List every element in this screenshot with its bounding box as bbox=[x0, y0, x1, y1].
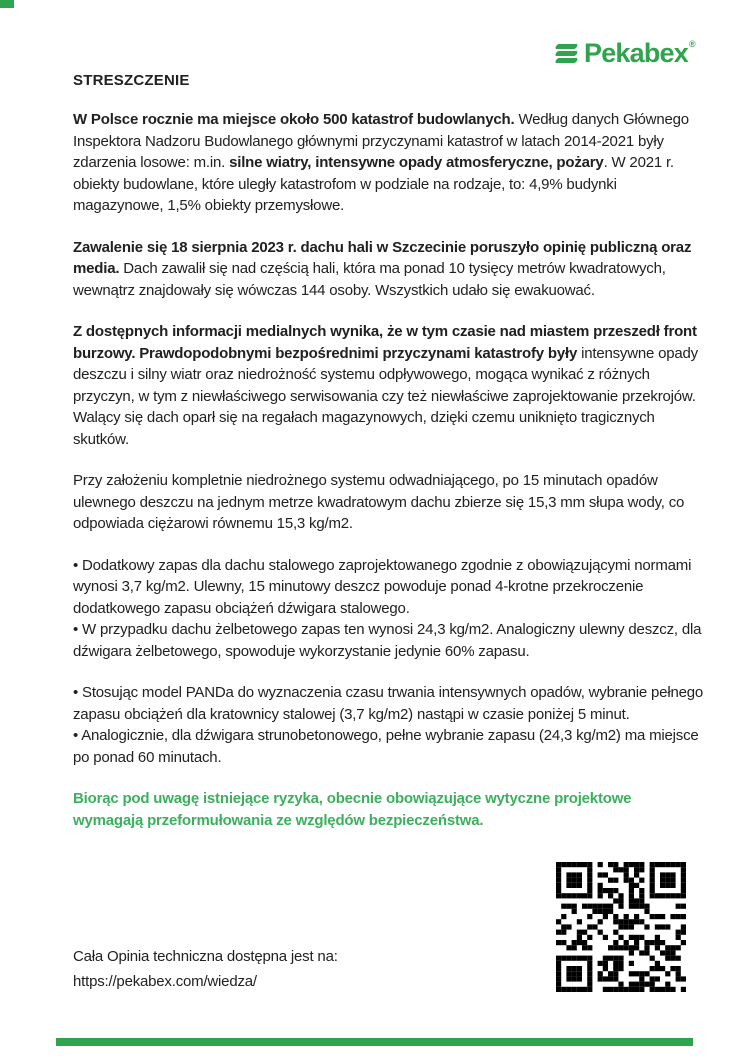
bullet-item: • W przypadku dachu żelbetowego zapas ten wynosi 24,3 kg/m2. Analogiczny ulewny deszcz, dla dźwigara żelbetowego, spowoduje wykorzystanie jedynie 60% zapasu. bbox=[73, 621, 702, 660]
paragraph bbox=[73, 237, 705, 302]
paragraph bbox=[73, 470, 705, 535]
paragraph bbox=[73, 321, 705, 450]
bullet-item: • Stosując model PANDa do wyznaczenia czasu trwania intensywnych opadów, wybranie pełnego zapasu obciążeń dla kratownicy stalowej (3,7 kg/m2) nastąpi w czasie poniżej 5 minut. bbox=[73, 684, 704, 723]
pekabex-logo bbox=[556, 40, 696, 67]
text-segment: Biorąc pod uwagę istniejące ryzyka, obecnie obowiązujące wytyczne projektowe wymagają przeformułowania ze względów bezpieczeństwa. bbox=[73, 790, 632, 829]
text-segment: Z dostępnych informacji medialnych wynika, że w tym czasie nad miastem przeszedł front burzowy. Prawdopodobnymi bezpośrednimi przyczynami katastrofy były bbox=[73, 323, 697, 362]
text-segment: W Polsce rocznie ma miejsce około 500 katastrof budowlanych. bbox=[73, 111, 515, 128]
text-segment: silne wiatry, intensywne opady atmosferyczne, pożary bbox=[229, 154, 604, 171]
paragraph bbox=[73, 788, 705, 831]
text-segment: Dach zawalił się nad częścią hali, która ma ponad 10 tysięcy metrów kwadratowych, wewnątrz znajdowały się wówczas 144 osoby. Wszystkich udało się ewakuować. bbox=[73, 260, 666, 299]
footer-availability-text: Cała Opinia techniczna dostępna jest na: bbox=[73, 948, 338, 965]
text-segment: Przy założeniu kompletnie niedrożnego systemu odwadniającego, po 15 minutach opadów ulewnego deszczu na jednym metrze kwadratowym dachu zbierze się 15,3 mm słupa wody, co odpowiada ciężarowi równemu 15,3 kg/m2. bbox=[73, 472, 685, 532]
bottom-accent-bar bbox=[56, 1038, 693, 1046]
text-segment: intensywne opady deszczu i silny wiatr oraz niedrożność systemu odpływowego, mogąca wynikać z różnych przyczyn, w tym z niewłaściwego serwisowania czy też niewłaściwe zaprojektowanie przekrojów. Walący się dach oparł się na regałach magazynowych, dzięki czemu uniknięto tragicznych skutków. bbox=[73, 344, 698, 448]
document-content bbox=[73, 72, 705, 831]
text-segment: . W 2021 r. obiekty budowlane, które uległy katastrofom w podziale na rodzaje, to: 4,9% budynki magazynowe, 1,5% obiekty przemysłowe. bbox=[73, 154, 674, 214]
text-segment: Zawalenie się 18 sierpnia 2023 r. dachu hali w Szczecinie poruszyło opinię publiczną oraz media. bbox=[73, 238, 692, 277]
pekabex-bars-icon bbox=[556, 44, 577, 63]
bullet-list bbox=[73, 555, 705, 663]
text-segment: Według danych Głównego Inspektora Nadzoru Budowlanego głównymi przyczynami katastrof w latach 2014-2021 były zdarzenia losowe: m.in. bbox=[73, 111, 689, 171]
document-heading: STRESZCZENIE bbox=[73, 72, 190, 89]
footer bbox=[73, 944, 338, 994]
qr-code bbox=[556, 862, 686, 992]
bullet-item: • Analogicznie, dla dźwigara strunobetonowego, pełne wybranie zapasu (24,3 kg/m2) ma miejsce po ponad 60 minutach. bbox=[73, 727, 699, 766]
top-left-accent-bar bbox=[0, 0, 14, 8]
logo-wordmark: Pekabex bbox=[584, 38, 688, 68]
bullet-item: • Dodatkowy zapas dla dachu stalowego zaprojektowanego zgodnie z obowiązującymi normami wynosi 3,7 kg/m2. Ulewny, 15 minutowy deszcz powoduje ponad 4-krotne przekroczenie dodatkowego zapasu obciążeń dźwigara stalowego. bbox=[73, 556, 692, 617]
document-body bbox=[73, 109, 705, 831]
bullet-list bbox=[73, 682, 705, 768]
footer-url-link[interactable]: https://pekabex.com/wiedza/ bbox=[73, 973, 257, 990]
paragraph bbox=[73, 109, 705, 217]
registered-trademark-icon: ® bbox=[688, 38, 696, 49]
